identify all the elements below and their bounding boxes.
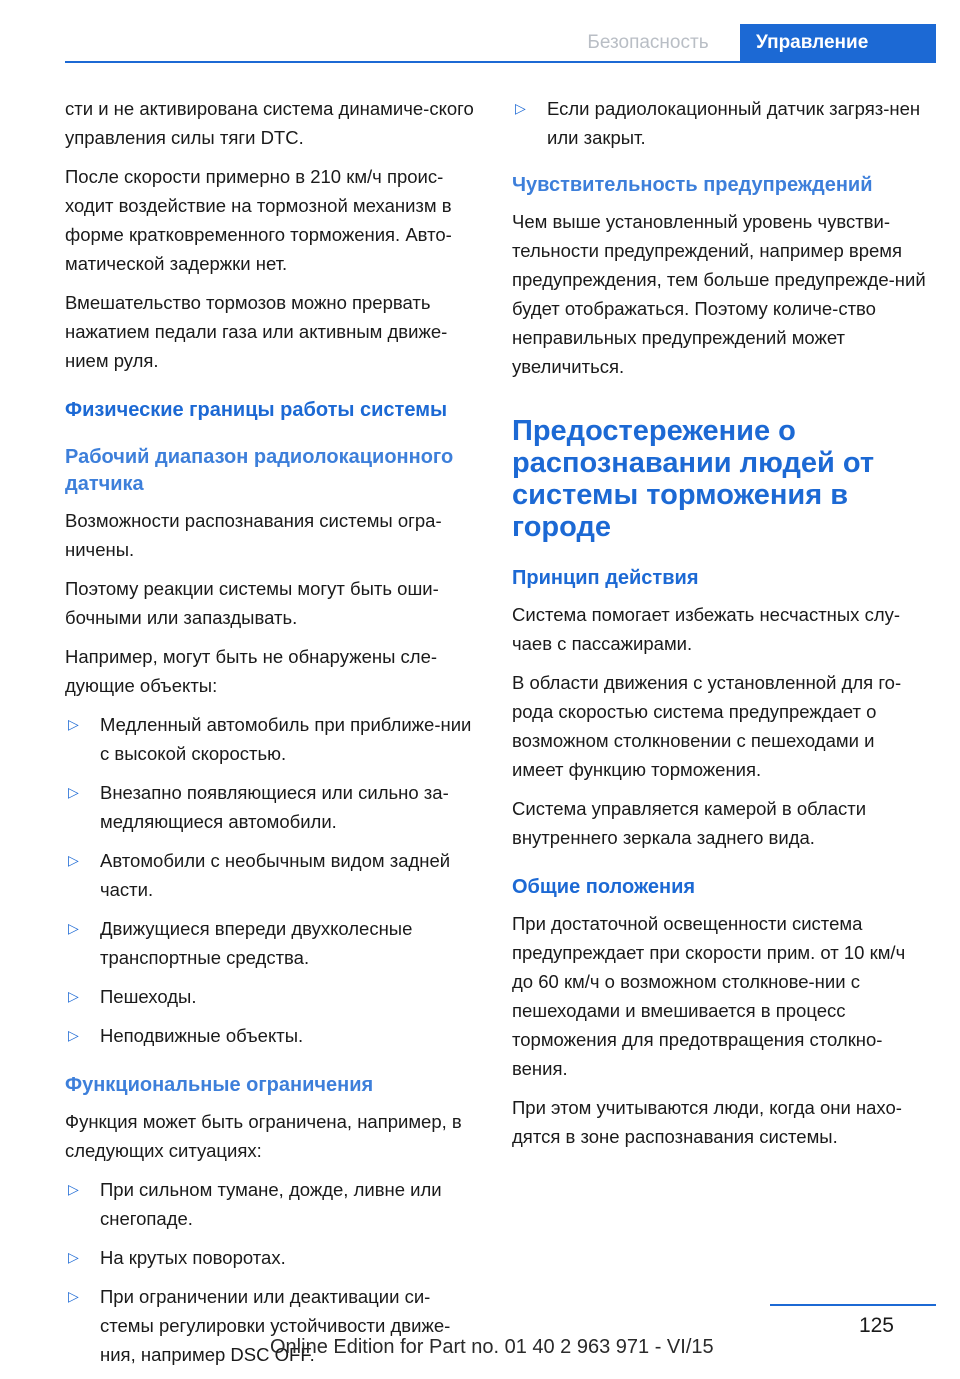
paragraph: Например, могут быть не обнаружены сле‐дующие объекты: <box>65 646 438 696</box>
triangle-bullet-icon: ▷ <box>68 1288 79 1304</box>
triangle-bullet-icon: ▷ <box>68 920 79 936</box>
subsection-heading: Рабочий диапазон радиолокационного датчика <box>65 446 454 495</box>
bullet-list <box>65 710 480 1050</box>
paragraph: При достаточной освещенности система предупреждает при скорости прим. от 10 км/ч до 60 км/ч о возможном столкнове‐нии с пешеходами и вмешивается в процесс торможения для предотвращения столкно‐вения. <box>512 913 906 1079</box>
list-item: ▷ На крутых поворотах. <box>65 1243 480 1272</box>
paragraph: Система помогает избежать несчастных слу‐чаев с пассажирами. <box>512 604 901 654</box>
triangle-bullet-icon: ▷ <box>68 1181 79 1197</box>
triangle-bullet-icon: ▷ <box>68 1027 79 1043</box>
section-heading: Физические границы работы системы <box>65 399 448 421</box>
footer-rule <box>770 1304 936 1306</box>
paragraph: В области движения с установленной для го‐рода скоростью система предупреждает о возможном столкновении с пешеходами и имеет функцию торможения. <box>512 672 902 780</box>
section-heading: Принцип действия <box>512 567 699 589</box>
list-item: ▷ Автомобили с необычным видом задней части. <box>65 846 480 904</box>
left-column <box>65 94 480 1379</box>
paragraph: При этом учитываются люди, когда они нахо‐дятся в зоне распознавания системы. <box>512 1097 902 1147</box>
list-item: ▷ Внезапно появляющиеся или сильно за‐медляющиеся автомобили. <box>65 778 480 836</box>
paragraph: Возможности распознавания системы огра‐ничены. <box>65 510 442 560</box>
paragraph: Вмешательство тормозов можно прервать нажатием педали газа или активным движе‐нием руля. <box>65 292 448 371</box>
paragraph: Функция может быть ограничена, например, в следующих ситуациях: <box>65 1111 462 1161</box>
paragraph: После скорости примерно в 210 км/ч проис‐ходит воздействие на тормозной механизм в форме кратковременного торможения. Авто‐матической задержки нет. <box>65 166 452 274</box>
list-item: ▷ При сильном тумане, дожде, ливне или снегопаде. <box>65 1175 480 1233</box>
triangle-bullet-icon: ▷ <box>515 100 526 116</box>
paragraph: Система управляется камерой в области внутреннего зеркала заднего вида. <box>512 798 867 848</box>
right-column <box>512 94 930 1161</box>
subsection-heading: Функциональные ограничения <box>65 1074 374 1096</box>
list-item: ▷ Пешеходы. <box>65 982 480 1011</box>
list-item: ▷ Неподвижные объекты. <box>65 1021 480 1050</box>
list-item: ▷ Если радиолокационный датчик загряз‐нен или закрыт. <box>512 94 930 152</box>
paragraph: Чем выше установленный уровень чувстви‐тельности предупреждений, например время предупреждения, тем больше предупрежде‐ний будет отображаться. Поэтому количе‐ство неправильных предупреждений может увеличиться. <box>512 211 926 377</box>
list-item: ▷ Медленный автомобиль при приближе‐нии с высокой скоростью. <box>65 710 480 768</box>
triangle-bullet-icon: ▷ <box>68 1249 79 1265</box>
triangle-bullet-icon: ▷ <box>68 784 79 800</box>
chapter-heading: Предостережение о распознавании людей от системы торможения в городе <box>512 415 875 543</box>
section-heading: Общие положения <box>512 876 696 898</box>
triangle-bullet-icon: ▷ <box>68 988 79 1004</box>
paragraph: сти и не активирована система динамиче‐ского управления силы тяги DTC. <box>65 98 474 148</box>
header-rule <box>65 61 936 63</box>
list-item: ▷ Движущиеся впереди двухколесные транспортные средства. <box>65 914 480 972</box>
triangle-bullet-icon: ▷ <box>68 852 79 868</box>
online-edition-note: Online Edition for Part no. 01 40 2 963 971 - VI/15 <box>270 1336 714 1358</box>
list-item: ▷ При ограничении или деактивации си‐стемы регулировки устойчивости движе‐ния, например DSC OFF. <box>65 1282 480 1369</box>
subsection-heading: Чувствительность предупреждений <box>512 174 873 196</box>
tab-safety[interactable]: Безопасность <box>587 32 709 53</box>
bullet-list <box>512 94 930 152</box>
tab-controls[interactable]: Управление <box>740 24 936 62</box>
triangle-bullet-icon: ▷ <box>68 716 79 732</box>
header-tabs <box>556 24 936 62</box>
page-number: 125 <box>858 1314 894 1337</box>
paragraph: Поэтому реакции системы могут быть оши‐бочными или запаздывать. <box>65 578 439 628</box>
